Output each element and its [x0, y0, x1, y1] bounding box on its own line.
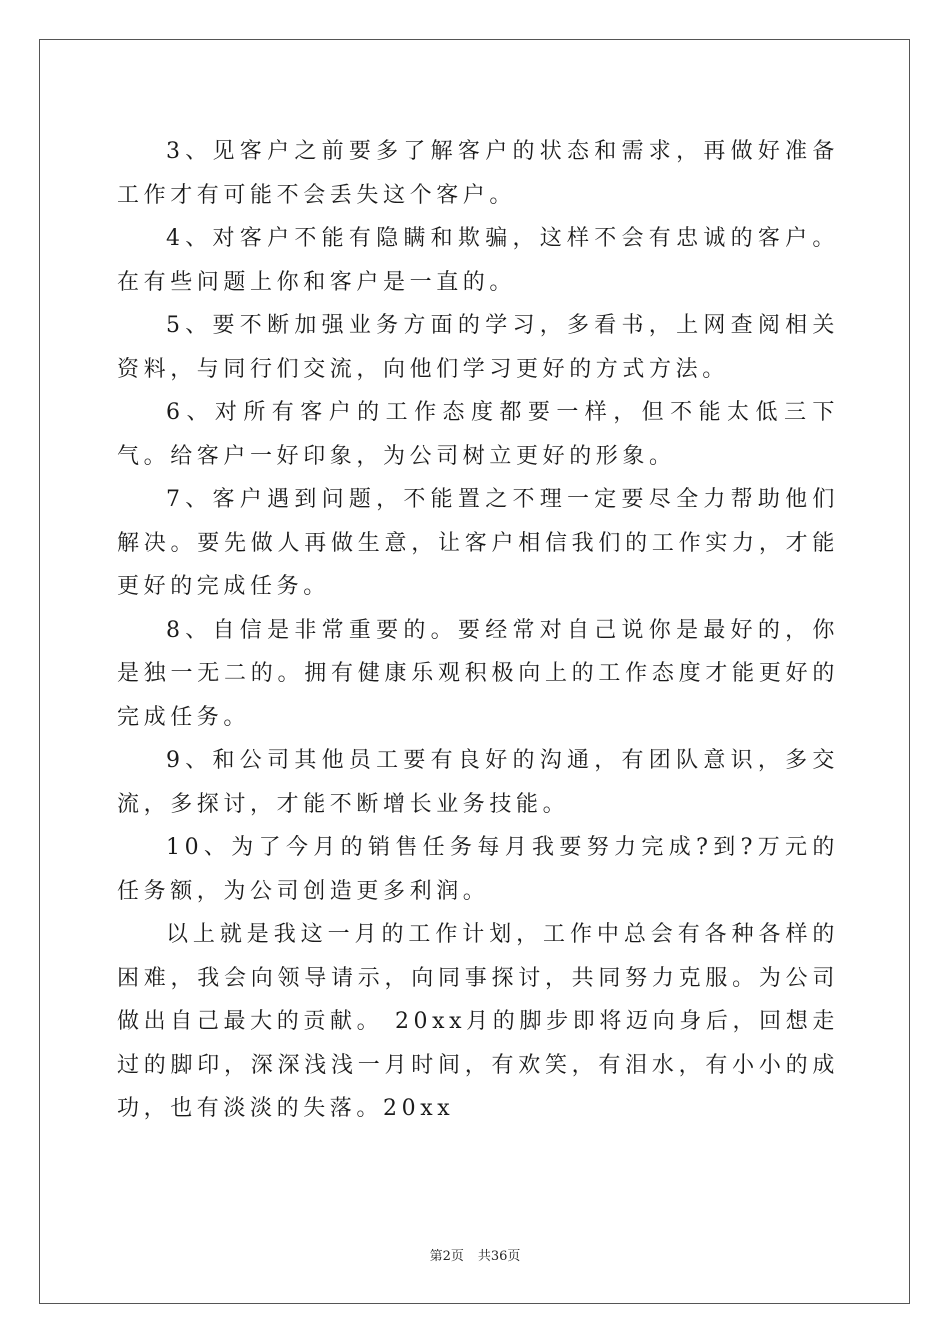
- paragraph-item-3: 3、见客户之前要多了解客户的状态和需求，再做好准备工作才有可能不会丢失这个客户。: [117, 139, 839, 208]
- paragraph-item-4: 4、对客户不能有隐瞒和欺骗，这样不会有忠诚的客户。在有些问题上你和客户是一直的。: [117, 226, 839, 295]
- paragraph-item-6: 6、对所有客户的工作态度都要一样，但不能太低三下气。给客户一好印象，为公司树立更好的形象。: [117, 400, 839, 469]
- document-body: [117, 130, 839, 1131]
- paragraph-item-10: 10、为了今月的销售任务每月我要努力完成?到?万元的任务额，为公司创造更多利润。: [117, 835, 839, 904]
- paragraph-summary: 以上就是我这一月的工作计划，工作中总会有各种各样的困难，我会向领导请示，向同事探讨，共同努力克服。为公司做出自己最大的贡献。 20xx月的脚步即将迈向身后，回想走过的脚印，深深浅浅一月时间，有欢笑，有泪水，有小小的成功，也有淡淡的失落。20xx: [117, 922, 839, 1121]
- paragraph-item-5: 5、要不断加强业务方面的学习，多看书，上网查阅相关资料，与同行们交流，向他们学习更好的方式方法。: [117, 313, 839, 382]
- page-number: 第2页: [429, 1249, 464, 1264]
- paragraph-item-9: 9、和公司其他员工要有良好的沟通，有团队意识，多交流，多探讨，才能不断增长业务技能。: [117, 748, 839, 817]
- page-footer: [0, 1248, 950, 1266]
- paragraph-item-7: 7、客户遇到问题，不能置之不理一定要尽全力帮助他们解决。要先做人再做生意，让客户相信我们的工作实力，才能更好的完成任务。: [117, 487, 839, 599]
- page-total: 共36页: [477, 1249, 521, 1264]
- paragraph-item-8: 8、自信是非常重要的。要经常对自己说你是最好的，你是独一无二的。拥有健康乐观积极向上的工作态度才能更好的完成任务。: [117, 617, 839, 730]
